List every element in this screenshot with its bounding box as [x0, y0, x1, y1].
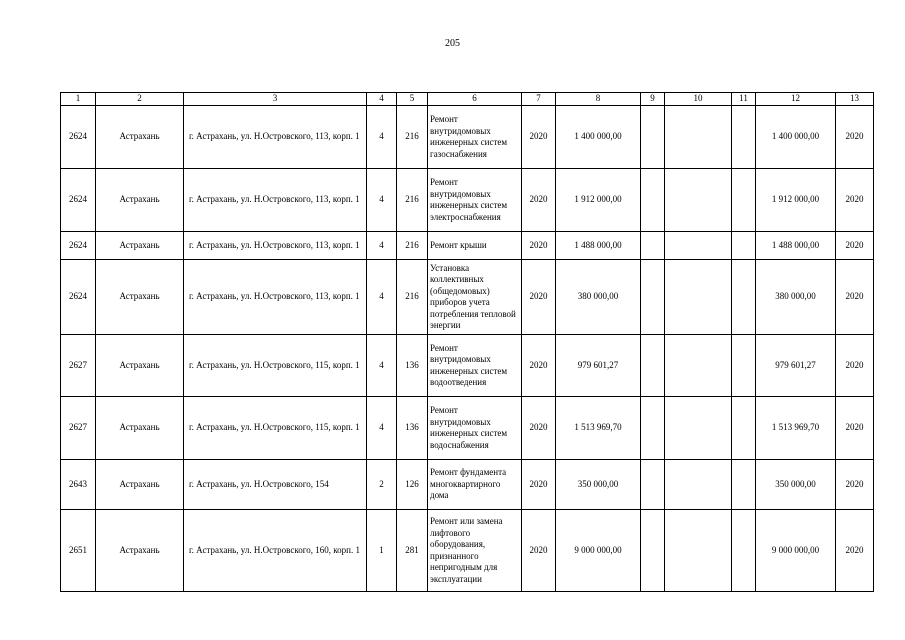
col11-cell [732, 397, 756, 460]
city-cell: Астрахань [96, 397, 184, 460]
col9-cell [641, 260, 665, 335]
work-type-cell: Установка коллективных (общедомовых) приборов учета потребления тепловой энергии [428, 260, 522, 335]
total-cell: 380 000,00 [756, 260, 836, 335]
col11-cell [732, 460, 756, 510]
table-row [61, 460, 874, 510]
col9-cell [641, 460, 665, 510]
col4-cell: 4 [367, 232, 397, 260]
header-cell: 12 [756, 93, 836, 106]
total-cell: 1 513 969,70 [756, 397, 836, 460]
col5-cell: 281 [397, 510, 428, 592]
col4-cell: 4 [367, 169, 397, 232]
col5-cell: 136 [397, 335, 428, 397]
city-cell: Астрахань [96, 106, 184, 169]
col9-cell [641, 335, 665, 397]
col4-cell: 1 [367, 510, 397, 592]
address-cell: г. Астрахань, ул. Н.Островского, 113, корп. 1 [184, 169, 367, 232]
page-number: 205 [445, 38, 460, 49]
col4-cell: 4 [367, 397, 397, 460]
amount-cell: 1 513 969,70 [556, 397, 641, 460]
year-cell: 2020 [522, 460, 556, 510]
header-cell: 6 [428, 93, 522, 106]
amount-cell: 1 912 000,00 [556, 169, 641, 232]
col11-cell [732, 510, 756, 592]
house-id-cell: 2624 [61, 260, 96, 335]
data-table [60, 92, 874, 592]
address-cell: г. Астрахань, ул. Н.Островского, 113, корп. 1 [184, 232, 367, 260]
address-cell: г. Астрахань, ул. Н.Островского, 115, корп. 1 [184, 335, 367, 397]
address-cell: г. Астрахань, ул. Н.Островского, 113, корп. 1 [184, 106, 367, 169]
work-type-cell: Ремонт крыши [428, 232, 522, 260]
col9-cell [641, 106, 665, 169]
address-cell: г. Астрахань, ул. Н.Островского, 154 [184, 460, 367, 510]
col11-cell [732, 260, 756, 335]
house-id-cell: 2643 [61, 460, 96, 510]
table-row [61, 106, 874, 169]
table-row [61, 260, 874, 335]
col9-cell [641, 169, 665, 232]
col10-cell [665, 169, 732, 232]
work-type-cell: Ремонт внутридомовых инженерных систем водоотведения [428, 335, 522, 397]
col9-cell [641, 232, 665, 260]
end-year-cell: 2020 [836, 460, 874, 510]
amount-cell: 1 400 000,00 [556, 106, 641, 169]
table-row [61, 232, 874, 260]
total-cell: 1 488 000,00 [756, 232, 836, 260]
year-cell: 2020 [522, 260, 556, 335]
table-row [61, 397, 874, 460]
col10-cell [665, 397, 732, 460]
total-cell: 979 601,27 [756, 335, 836, 397]
year-cell: 2020 [522, 106, 556, 169]
col4-cell: 4 [367, 335, 397, 397]
work-type-cell: Ремонт внутридомовых инженерных систем газоснабжения [428, 106, 522, 169]
work-type-cell: Ремонт внутридомовых инженерных систем водоснабжения [428, 397, 522, 460]
amount-cell: 979 601,27 [556, 335, 641, 397]
end-year-cell: 2020 [836, 169, 874, 232]
house-id-cell: 2624 [61, 232, 96, 260]
col11-cell [732, 106, 756, 169]
col5-cell: 216 [397, 106, 428, 169]
col4-cell: 4 [367, 260, 397, 335]
header-cell: 9 [641, 93, 665, 106]
col9-cell [641, 510, 665, 592]
house-id-cell: 2627 [61, 335, 96, 397]
col10-cell [665, 460, 732, 510]
house-id-cell: 2624 [61, 106, 96, 169]
col10-cell [665, 106, 732, 169]
address-cell: г. Астрахань, ул. Н.Островского, 115, корп. 1 [184, 397, 367, 460]
col10-cell [665, 510, 732, 592]
city-cell: Астрахань [96, 510, 184, 592]
year-cell: 2020 [522, 232, 556, 260]
col10-cell [665, 260, 732, 335]
table-header-row [61, 93, 874, 106]
col10-cell [665, 335, 732, 397]
amount-cell: 9 000 000,00 [556, 510, 641, 592]
address-cell: г. Астрахань, ул. Н.Островского, 113, корп. 1 [184, 260, 367, 335]
end-year-cell: 2020 [836, 335, 874, 397]
header-cell: 4 [367, 93, 397, 106]
year-cell: 2020 [522, 335, 556, 397]
header-cell: 7 [522, 93, 556, 106]
table-row [61, 510, 874, 592]
year-cell: 2020 [522, 510, 556, 592]
year-cell: 2020 [522, 397, 556, 460]
city-cell: Астрахань [96, 169, 184, 232]
header-cell: 13 [836, 93, 874, 106]
col5-cell: 216 [397, 232, 428, 260]
city-cell: Астрахань [96, 232, 184, 260]
col9-cell [641, 397, 665, 460]
city-cell: Астрахань [96, 460, 184, 510]
col10-cell [665, 232, 732, 260]
end-year-cell: 2020 [836, 232, 874, 260]
city-cell: Астрахань [96, 260, 184, 335]
amount-cell: 1 488 000,00 [556, 232, 641, 260]
col4-cell: 4 [367, 106, 397, 169]
end-year-cell: 2020 [836, 106, 874, 169]
header-cell: 11 [732, 93, 756, 106]
col4-cell: 2 [367, 460, 397, 510]
header-cell: 8 [556, 93, 641, 106]
col5-cell: 136 [397, 397, 428, 460]
house-id-cell: 2651 [61, 510, 96, 592]
col5-cell: 126 [397, 460, 428, 510]
house-id-cell: 2624 [61, 169, 96, 232]
end-year-cell: 2020 [836, 260, 874, 335]
end-year-cell: 2020 [836, 397, 874, 460]
city-cell: Астрахань [96, 335, 184, 397]
col11-cell [732, 335, 756, 397]
end-year-cell: 2020 [836, 510, 874, 592]
header-cell: 3 [184, 93, 367, 106]
col5-cell: 216 [397, 169, 428, 232]
amount-cell: 380 000,00 [556, 260, 641, 335]
year-cell: 2020 [522, 169, 556, 232]
address-cell: г. Астрахань, ул. Н.Островского, 160, корп. 1 [184, 510, 367, 592]
total-cell: 1 912 000,00 [756, 169, 836, 232]
header-cell: 5 [397, 93, 428, 106]
amount-cell: 350 000,00 [556, 460, 641, 510]
header-cell: 2 [96, 93, 184, 106]
col11-cell [732, 169, 756, 232]
house-id-cell: 2627 [61, 397, 96, 460]
header-cell: 10 [665, 93, 732, 106]
total-cell: 9 000 000,00 [756, 510, 836, 592]
col11-cell [732, 232, 756, 260]
total-cell: 1 400 000,00 [756, 106, 836, 169]
col5-cell: 216 [397, 260, 428, 335]
table-row [61, 169, 874, 232]
table-row [61, 335, 874, 397]
total-cell: 350 000,00 [756, 460, 836, 510]
work-type-cell: Ремонт внутридомовых инженерных систем электроснабжения [428, 169, 522, 232]
work-type-cell: Ремонт фундамента многоквартирного дома [428, 460, 522, 510]
work-type-cell: Ремонт или замена лифтового оборудования, признанного непригодным для эксплуатации [428, 510, 522, 592]
header-cell: 1 [61, 93, 96, 106]
